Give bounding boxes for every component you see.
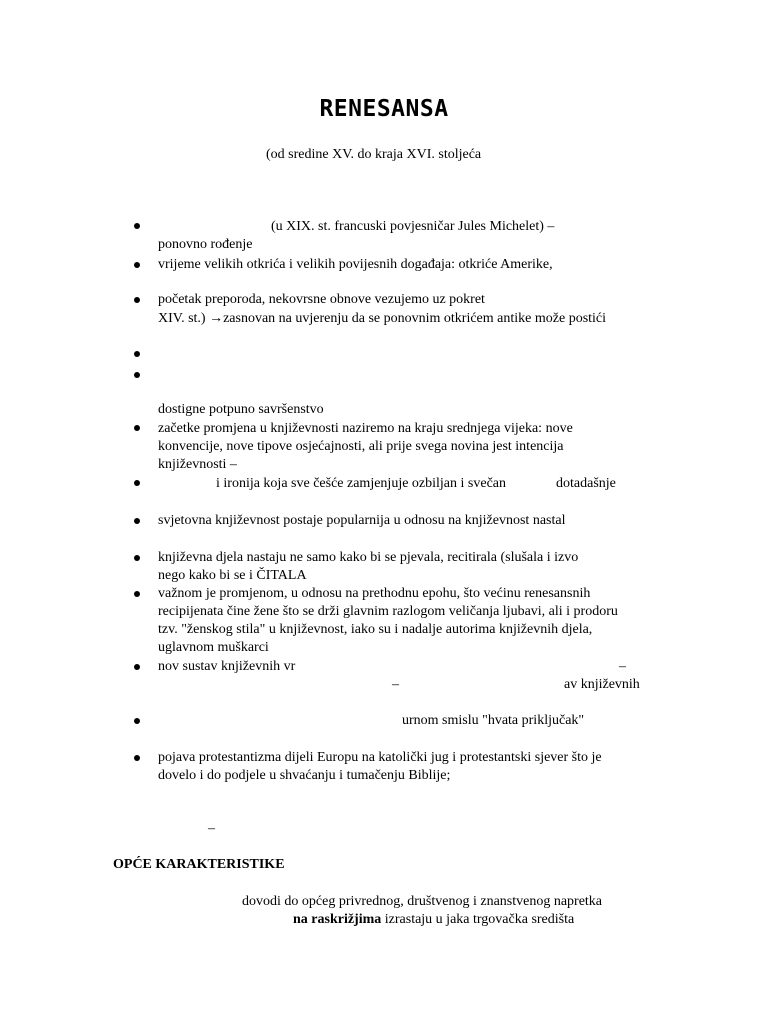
- list-bullet: [134, 664, 140, 670]
- list-item-text: dostigne potpuno savršenstvo: [158, 402, 324, 417]
- list-bullet: [134, 591, 140, 597]
- list-bullet: [134, 262, 140, 268]
- list-item-text: –: [392, 677, 399, 692]
- list-item-text: tzv. "ženskog stila" u književnost, iako su i nadalje autorima književnih djela,: [158, 622, 593, 637]
- list-bullet: [134, 755, 140, 761]
- list-bullet: [134, 372, 140, 378]
- list-bullet: [134, 297, 140, 303]
- list-item-text: književnosti –: [158, 457, 237, 472]
- list-item-text: ponovno rođenje: [158, 237, 253, 252]
- list-item-text: pojava protestantizma dijeli Europu na katolički jug i protestantski sjever što je: [158, 750, 602, 765]
- list-item-text: urnom smislu "hvata priključak": [402, 713, 585, 728]
- list-item-text: i ironija koja sve češće zamjenjuje ozbiljan i svečan: [216, 476, 506, 491]
- list-item-text: recipijenata čine žene što se drži glavnim razlogom veličanja ljubavi, ali i prodoru: [158, 604, 618, 619]
- list-item-text: začetke promjena u književnosti naziremo na kraju srednjega vijeka: nove: [158, 421, 573, 436]
- list-item-text: vrijeme velikih otkrića i velikih povijesnih događaja: otkriće Amerike,: [158, 257, 553, 272]
- list-item-text: XIV. st.) →zasnovan na uvjerenju da se ponovnim otkrićem antike može postići: [158, 311, 607, 326]
- list-item-text: uglavnom muškarci: [158, 640, 269, 655]
- list-item-text: važnom je promjenom, u odnosu na prethodnu epohu, što većinu renesansnih: [158, 586, 591, 601]
- list-bullet: [134, 718, 140, 724]
- paragraph-line-rest: izrastaju u jaka trgovačka središta: [381, 912, 575, 927]
- list-item-text: –: [619, 659, 626, 674]
- list-item-text: književna djela nastaju ne samo kako bi se pjevala, recitirala (slušala i izvo: [158, 550, 579, 565]
- paragraph-line: [293, 911, 574, 929]
- list-bullet: [134, 555, 140, 561]
- list-bullet: [134, 351, 140, 357]
- list-item-text: –: [208, 821, 215, 836]
- list-item-text: dotadašnje: [556, 476, 616, 491]
- list-item-text: konvencije, nove tipove osjećajnosti, ali prije svega novina jest intencija: [158, 439, 564, 454]
- list-item-text: svjetovna književnost postaje popularnija u odnosu na književnost nastal: [158, 513, 566, 528]
- list-bullet: [134, 518, 140, 524]
- list-item-text: nego kako bi se i ČITALA: [158, 568, 307, 583]
- document-title: RENESANSA: [319, 96, 449, 122]
- list-item-text: av književnih: [564, 677, 640, 692]
- list-bullet: [134, 480, 140, 486]
- list-bullet: [134, 425, 140, 431]
- section-heading: OPĆE KARAKTERISTIKE: [113, 857, 285, 872]
- document-subtitle: (od sredine XV. do kraja XVI. stoljeća: [266, 147, 482, 162]
- list-item-text: početak preporoda, nekovrsne obnove vezujemo uz pokret: [158, 292, 485, 307]
- list-item-text: (u XIX. st. francuski povjesničar Jules Michelet) –: [271, 219, 555, 234]
- paragraph-line: dovodi do općeg privrednog, društvenog i znanstvenog napretka: [242, 894, 603, 909]
- list-item-text: nov sustav književnih vr: [158, 659, 296, 674]
- list-bullet: [134, 223, 140, 229]
- bold-phrase: na raskrižjima: [293, 912, 382, 927]
- list-item-text: dovelo i do podjele u shvaćanju i tumačenju Biblije;: [158, 768, 451, 783]
